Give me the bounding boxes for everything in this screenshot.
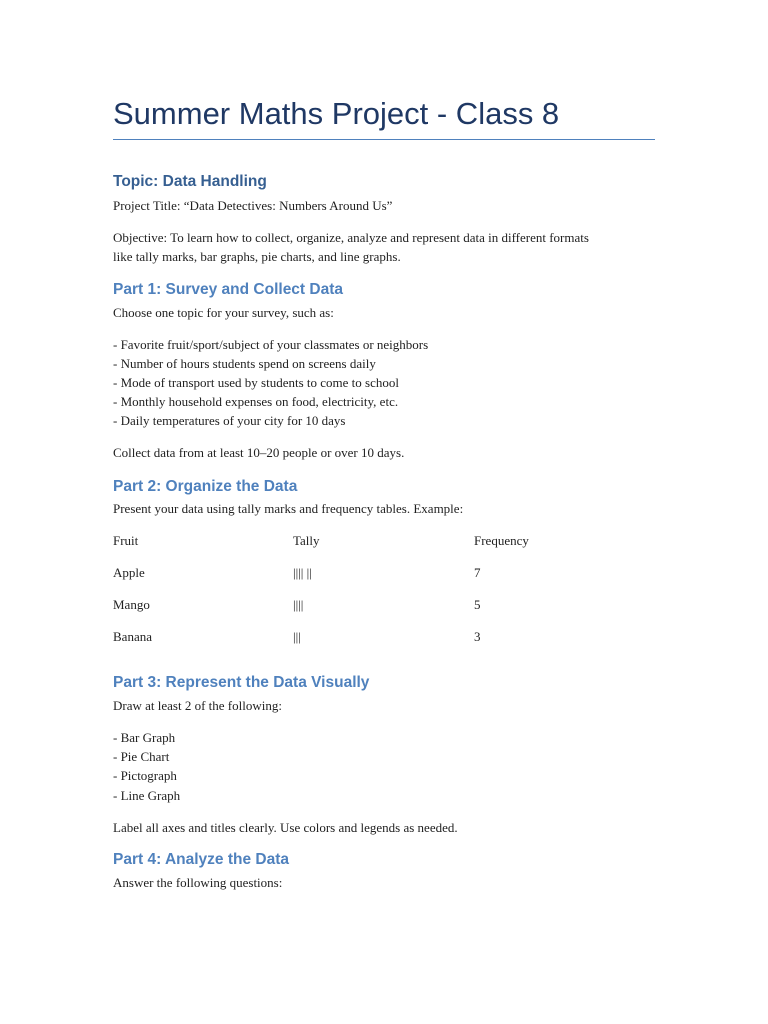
part1-heading: Part 1: Survey and Collect Data: [113, 281, 343, 298]
project-title: Project Title: “Data Detectives: Numbers Around Us”: [113, 198, 393, 213]
table-cell: 7: [474, 565, 481, 580]
part3-intro: Draw at least 2 of the following:: [113, 698, 282, 713]
topic-heading: Topic: Data Handling: [113, 173, 267, 190]
table-cell: |||| ||: [293, 565, 312, 580]
document-title: Summer Maths Project - Class 8: [113, 96, 560, 131]
part4-heading: Part 4: Analyze the Data: [113, 851, 290, 868]
table-cell: 3: [474, 629, 481, 644]
part1-item: - Number of hours students spend on screens daily: [113, 356, 376, 371]
part2-heading: Part 2: Organize the Data: [113, 478, 298, 495]
part3-heading: Part 3: Represent the Data Visually: [113, 674, 370, 691]
part1-item: - Monthly household expenses on food, electricity, etc.: [113, 394, 399, 409]
table-cell: Banana: [113, 629, 152, 644]
table-header-cell: Frequency: [474, 533, 529, 548]
part3-item: - Bar Graph: [113, 730, 176, 745]
table-cell: Mango: [113, 597, 150, 612]
part1-intro: Choose one topic for your survey, such as:: [113, 305, 334, 320]
part3-note: Label all axes and titles clearly. Use colors and legends as needed.: [113, 820, 458, 835]
part1-item: - Daily temperatures of your city for 10 days: [113, 413, 346, 428]
title-underline: [113, 139, 655, 140]
table-cell: ||||: [293, 597, 304, 612]
part3-item: - Pictograph: [113, 768, 177, 783]
part1-item: - Mode of transport used by students to come to school: [113, 375, 399, 390]
part1-note: Collect data from at least 10–20 people or over 10 days.: [113, 445, 405, 460]
table-cell: Apple: [113, 565, 145, 580]
objective-line-1: Objective: To learn how to collect, organize, analyze and represent data in different formats: [113, 230, 589, 245]
part3-item: - Pie Chart: [113, 749, 170, 764]
part2-intro: Present your data using tally marks and frequency tables. Example:: [113, 501, 464, 516]
part4-intro: Answer the following questions:: [113, 875, 283, 890]
part1-item: - Favorite fruit/sport/subject of your classmates or neighbors: [113, 337, 429, 352]
table-cell: |||: [293, 629, 301, 644]
part3-item: - Line Graph: [113, 788, 181, 803]
table-header-cell: Tally: [293, 533, 320, 548]
table-cell: 5: [474, 597, 481, 612]
objective-line-2: like tally marks, bar graphs, pie charts, and line graphs.: [113, 249, 401, 264]
table-header-cell: Fruit: [113, 533, 139, 548]
